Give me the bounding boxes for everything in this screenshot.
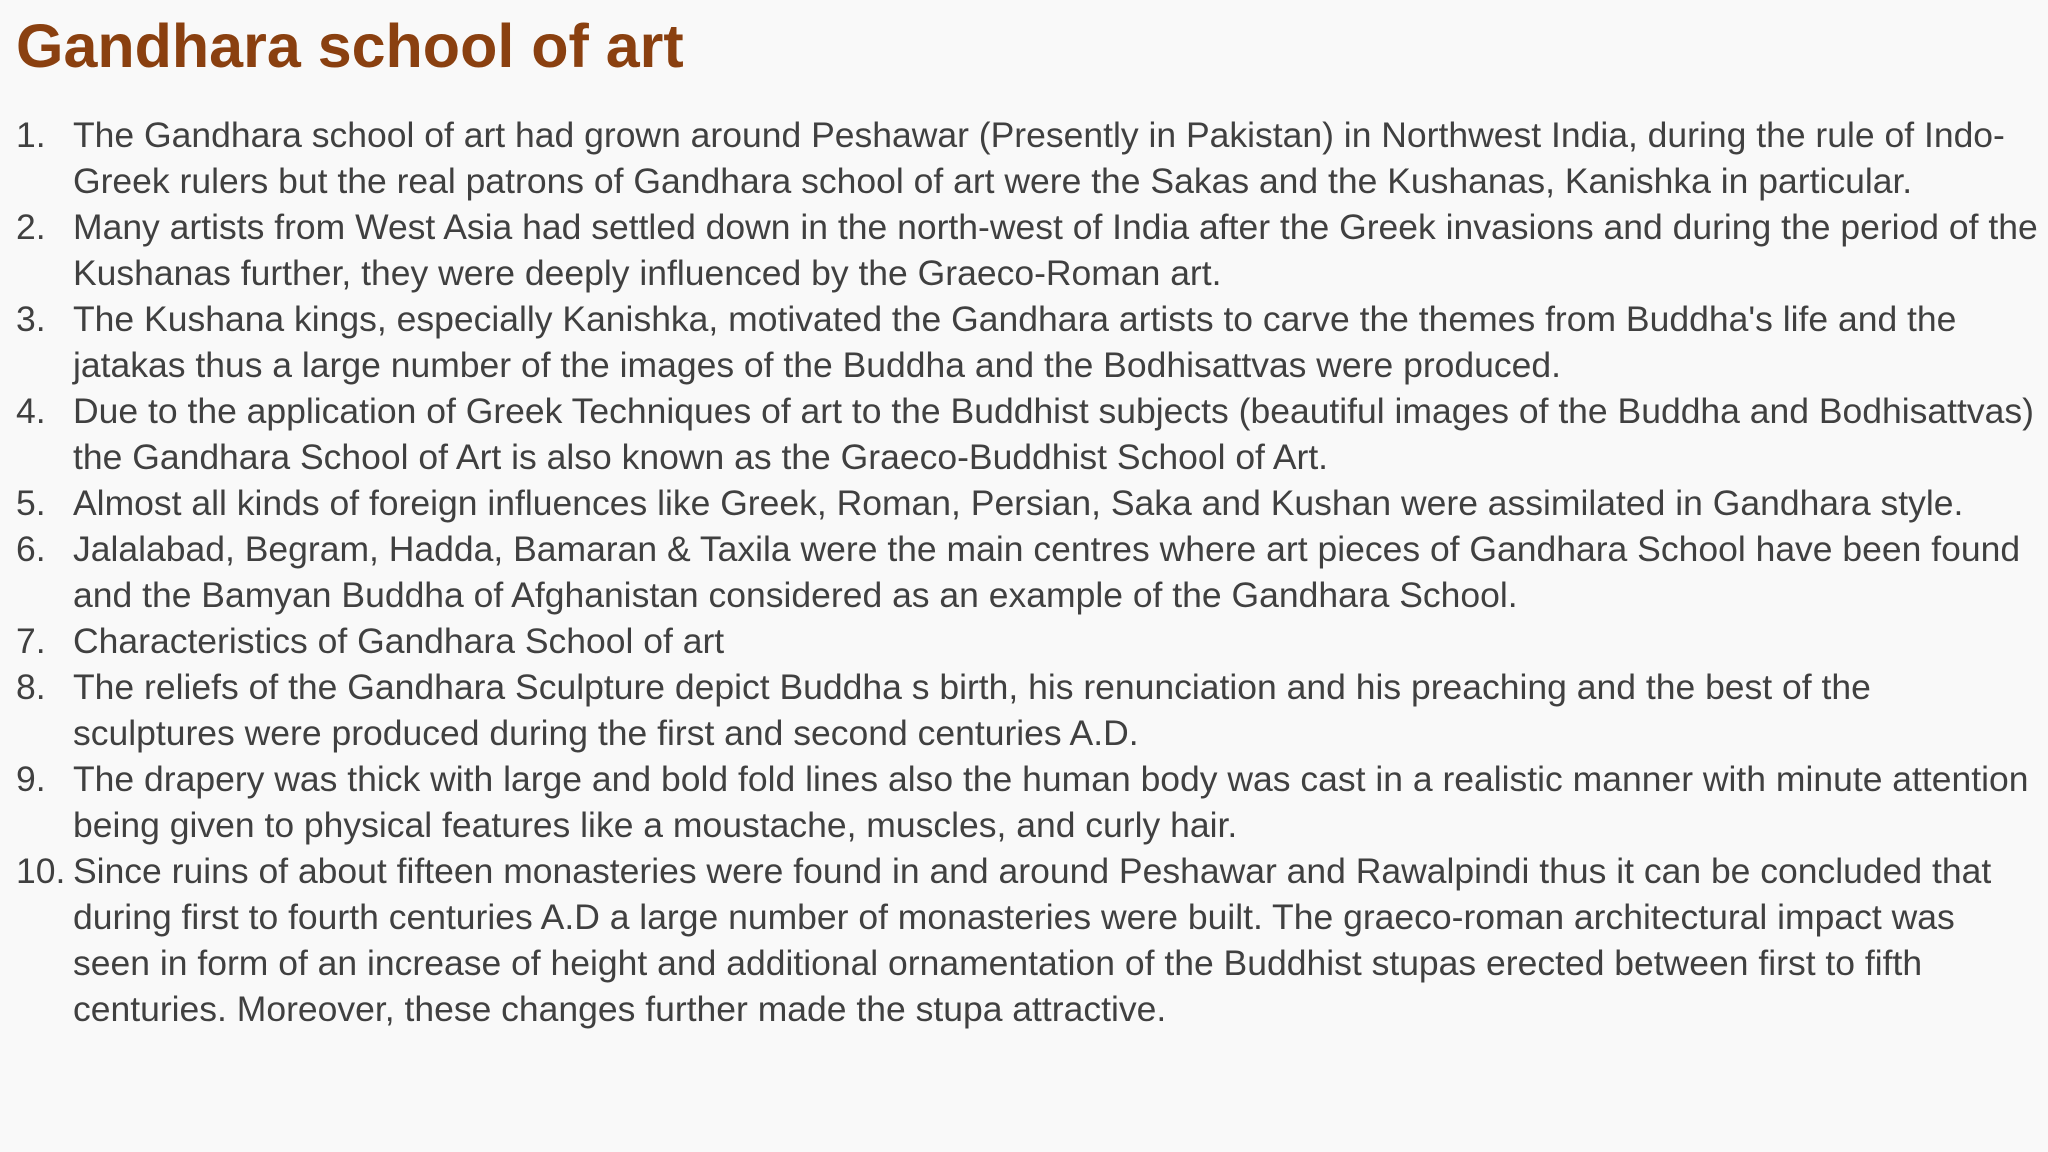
list-item: [16, 296, 2040, 388]
list-item-text: Since ruins of about fifteen monasteries were found in and around Peshawar and Rawalpindi thus it can be concluded that during first to fourth centuries A.D a large number of monasteries were built. The graeco-roman architectural impact was seen in form of an increase of height and additional ornamentation of the Buddhist stupas erected between first to fifth centuries. Moreover, these changes further made the stupa attractive.: [73, 851, 1992, 1029]
list-item-number: 1.: [16, 115, 46, 155]
list-item-number: 7.: [16, 621, 46, 661]
list-item: [16, 388, 2040, 480]
list-item: [16, 480, 2040, 526]
list-item: [16, 204, 2040, 296]
list-item-text: The Gandhara school of art had grown around Peshawar (Presently in Pakistan) in Northwest India, during the rule of Indo-Greek rulers but the real patrons of Gandhara school of art were the Sakas and the Kushanas, Kanishka in particular.: [73, 115, 2005, 201]
list-item-text: Due to the application of Greek Techniques of art to the Buddhist subjects (beautiful images of the Buddha and Bodhisattvas) the Gandhara School of Art is also known as the Graeco-Buddhist School of Art.: [73, 391, 2034, 477]
list-item-number: 4.: [16, 391, 46, 431]
list-item: [16, 664, 2040, 756]
list-item: [16, 618, 2040, 664]
slide-title: Gandhara school of art: [16, 12, 684, 80]
list-item: [16, 526, 2040, 618]
list-item-text: The reliefs of the Gandhara Sculpture depict Buddha s birth, his renunciation and his preaching and the best of the sculptures were produced during the first and second centuries A.D.: [73, 667, 1871, 753]
list-item-text: Characteristics of Gandhara School of art: [73, 621, 725, 661]
list-item-number: 5.: [16, 483, 46, 523]
list-item-text: Jalalabad, Begram, Hadda, Bamaran & Taxila were the main centres where art pieces of Gandhara School have been found and the Bamyan Buddha of Afghanistan considered as an example of the Gandhara School.: [73, 529, 2021, 615]
list-item-number: 6.: [16, 529, 46, 569]
list-item: [16, 848, 2040, 1032]
list-item-number: 8.: [16, 667, 46, 707]
list-item-number: 3.: [16, 299, 46, 339]
list-item: [16, 112, 2040, 204]
list-item-number: 2.: [16, 207, 46, 247]
list-item-text: Almost all kinds of foreign influences like Greek, Roman, Persian, Saka and Kushan were assimilated in Gandhara style.: [73, 483, 1964, 523]
list-item-text: Many artists from West Asia had settled down in the north-west of India after the Greek invasions and during the period of the Kushanas further, they were deeply influenced by the Graeco-Roman art.: [73, 207, 2038, 293]
list-item-number: 9.: [16, 759, 46, 799]
list-item-text: The Kushana kings, especially Kanishka, motivated the Gandhara artists to carve the themes from Buddha's life and the jatakas thus a large number of the images of the Buddha and the Bodhisattvas were produced.: [73, 299, 1957, 385]
list-item-text: The drapery was thick with large and bold fold lines also the human body was cast in a realistic manner with minute attention being given to physical features like a moustache, muscles, and curly hair.: [73, 759, 2029, 845]
list-item-number: 10.: [16, 851, 66, 891]
numbered-list: [16, 112, 2040, 1032]
list-item: [16, 756, 2040, 848]
